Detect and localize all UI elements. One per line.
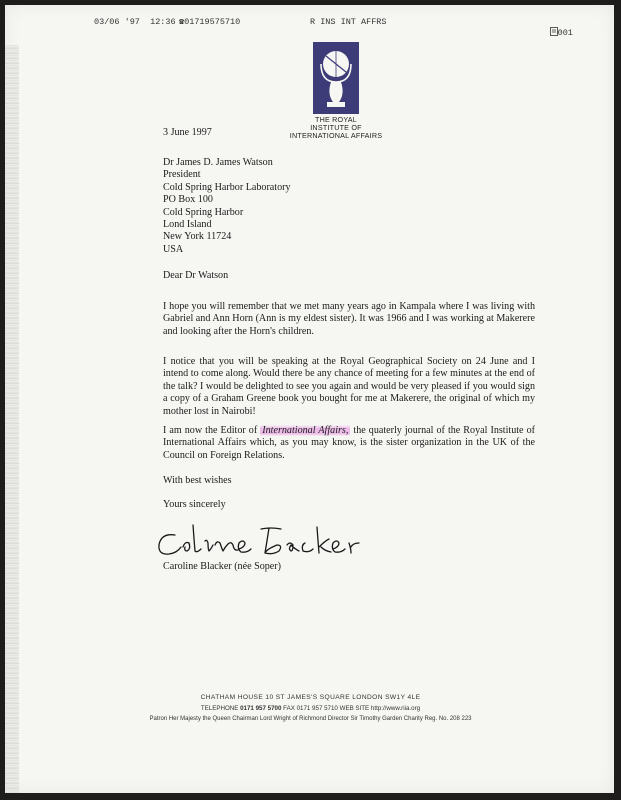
- address-line: USA: [163, 243, 184, 255]
- letter-date: 3 June 1997: [163, 127, 212, 138]
- body-paragraph-2: I notice that you will be speaking at the Royal Geographical Society on 24 June and I intend to come along. Would there be any chance of meeting for a few minutes at the end of the talk? I would be delighted to see you again and would be very pleased if you would sign a copy of a Graham Greene book you bought for me at Makerere, the original of which my mother lost in Nairobi!: [163, 356, 535, 417]
- fax-header: [5, 17, 614, 38]
- recipient-address: [163, 157, 291, 256]
- footer-contacts: [0, 705, 621, 712]
- fax-phone: ☎01719575710: [179, 17, 241, 27]
- riia-logo: [286, 42, 386, 141]
- address-line: President: [163, 169, 201, 181]
- paragraph-3-intro: I am now the Editor of: [163, 425, 261, 436]
- address-line: Dr James D. James Watson: [163, 157, 273, 168]
- fax-date-time: 03/06 '97 12:36: [94, 17, 176, 27]
- paragraph-3-rest: the quaterly journal of the Royal Institute of International Affairs which, as you may know, is the sister organization in the UK of the Council on Foreign Relations.: [163, 425, 535, 461]
- footer-telephone: 0171 957 5700: [240, 705, 282, 712]
- fax-sender: R INS INT AFFRS: [310, 17, 387, 27]
- footer-telephone-label: TELEPHONE: [200, 705, 239, 712]
- globe-on-stand-icon: [313, 42, 359, 114]
- body-paragraph-3: [163, 425, 535, 462]
- footer-website-label: WEB SITE: [339, 705, 370, 712]
- closing-wishes: With best wishes: [163, 475, 232, 486]
- address-line: New York 11724: [163, 231, 232, 243]
- fax-page-icon: [550, 27, 558, 36]
- address-line: Lond Island: [163, 218, 212, 230]
- scan-edge-band: [5, 45, 19, 793]
- fax-page-number: [519, 17, 573, 48]
- footer-patrons: Patron Her Majesty the Queen Chairman Lord Wright of Richmond Director Sir Timothy Garden Charity Reg. No. 208 223: [149, 716, 472, 722]
- footer-website: http://www.riia.org: [370, 705, 421, 712]
- footer-address: CHATHAM HOUSE 10 ST JAMES'S SQUARE LONDON SW1Y 4LE: [200, 694, 421, 701]
- footer-fax: 0171 957 5710: [296, 705, 338, 712]
- logo-institution-name: THE ROYAL INSTITUTE OF INTERNATIONAL AFFAIRS: [289, 115, 383, 141]
- highlighted-journal-title: International Affairs,: [262, 425, 349, 436]
- fax-page-value: 001: [557, 28, 573, 38]
- address-line: Cold Spring Harbor: [163, 206, 244, 218]
- signer-name: Caroline Blacker (née Soper): [163, 561, 281, 572]
- letter-sheet: [5, 5, 614, 793]
- closing-sincerely: Yours sincerely: [163, 499, 226, 510]
- address-line: Cold Spring Harbor Laboratory: [163, 181, 291, 193]
- footer-fax-label: FAX: [283, 705, 295, 712]
- salutation: Dear Dr Watson: [163, 270, 229, 281]
- body-paragraph-1: I hope you will remember that we met many years ago in Kampala where I was living with Gabriel and Ann Horn (Ann is my eldest sister). It was 1966 and I was working at Makerere and looking after the Horn's children.: [163, 301, 535, 337]
- handwritten-signature: [153, 521, 363, 563]
- address-line: PO Box 100: [163, 194, 213, 206]
